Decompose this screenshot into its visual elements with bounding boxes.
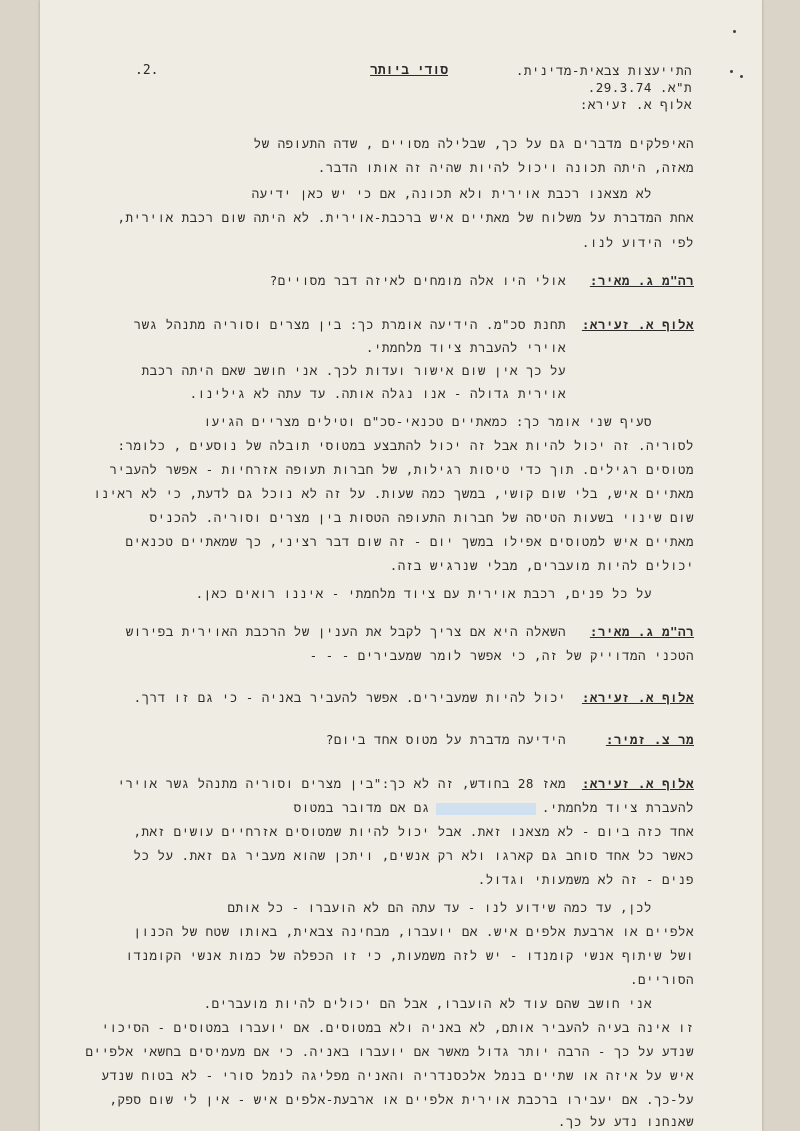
paragraph-line: האיפלקים מדברים גם על כך, שבלילה מסויים , שדה התעופה של [253, 136, 694, 151]
paragraph-line: אחת המדברת על משלוח של מאתיים איש ברכבת-אוירית. לא היתה שום רכבת אוירית, [117, 210, 694, 225]
paragraph-line: מאתיים איש, בלי שום קושי, במשך כמה שעות. על זה לא נוכל גם לדעת, כי לא ראינו [93, 486, 694, 501]
speech-line [294, 800, 694, 816]
paragraph-line: פנים - זה לא משמעותי וגדול. [477, 872, 694, 887]
paragraph-line: לסוריה. זה יכול להיות אבל זה יכול להתבצע במטוסי תובלה של נוסעים , כלומר: [117, 438, 694, 453]
speaker-label: מר צ. זמיר: [605, 732, 694, 747]
header-line: התייעצות צבאית-מדינית. [515, 63, 692, 78]
paragraph-line: מאתיים איש למטוסים אפילו במשך יום - זה שום דבר רציני, כך שמאתיים טכנאים [125, 534, 694, 549]
speech-line: מאז 28 בחודש, זה לא כך:"בין מצרים וסוריה מתנהל גשר אוירי [117, 776, 566, 791]
scan-speck [740, 75, 743, 78]
page-number: .2. [135, 63, 159, 78]
speaker-label: אלוף א. זעירא: [581, 317, 694, 332]
speech-line: הידיעה מדברת על מטוס אחד ביום? [325, 732, 566, 747]
redaction-smudge [436, 803, 536, 815]
speech-fragment: להעברת ציוד מלחמתי. [541, 800, 694, 815]
paragraph-line: יכולים להיות מועברים, מבלי שנרגיש בזה. [389, 558, 694, 573]
scan-speck [733, 30, 736, 33]
header-line: ת"א. 29.3.74. [587, 80, 692, 95]
page-gutter [0, 0, 40, 1131]
paragraph-line: מטוסים רגילים. תוך כדי טיסות רגילות, של חברות תעופה אזרחיות - אפשר להעביר [109, 462, 694, 477]
paragraph-line: שאנחנו נדע על כך. [557, 1114, 694, 1129]
speaker-label: רה"מ ג. מאיר: [589, 624, 694, 639]
paragraph-line: לכן, עד כמה שידוע לנו - עד עתה הם לא הועברו - כל אותם [227, 900, 652, 915]
paragraph-line: כאשר כל אחד סוחב גם קארגו ולא רק אנשים, ויתכן שהוא מעביר גם זאת. על כל [133, 848, 694, 863]
speech-line: יכול להיות שמעבירים. אפשר להעביר באניה - כי גם זו דרך. [133, 690, 566, 705]
classification-stamp: סודי ביותר [370, 63, 449, 78]
paragraph-line: מאזה, היתה תכונה ויכול להיות שהיה זה אותו הדבר. [317, 160, 694, 175]
paragraph-line: סעיף שני אומר כך: כמאתיים טכנאי-סכ"ם וטילים מצריים הגיעו [203, 414, 652, 429]
paragraph-line: איש על איזה או שתיים בנמל אלכסנדריה והאניה מפליגה לנמל סורי - לא בטוח שנדע [101, 1068, 694, 1083]
speech-line: אוירית גדולה - אנו נגלה אותה. עד עתה לא גילינו. [189, 386, 566, 401]
speech-line: אוירי להעברת ציוד מלחמתי. [365, 340, 566, 355]
speaker-label: רה"מ ג. מאיר: [589, 273, 694, 288]
speech-line: הטכני המדוייק של זה, כי אפשר לומר שמעבירים - - - [309, 648, 694, 663]
paragraph-line: ושל שיתוף אנשי קומנדו - יש לזה משמעות, כי זו הכפלה של כמות אנשי הקומנדו [125, 948, 694, 963]
paragraph-line: על-כך. אם יעבירו ברכבת אוירית אלפיים או ארבעת-אלפים איש - אין לי שום ספק, [109, 1092, 694, 1107]
header-line: אלוף א. זעירא: [579, 97, 692, 112]
speech-fragment: גם אם מדובר במטוס [293, 800, 430, 815]
paragraph-line: אני חושב שהם עוד לא הועברו, אבל הם יכולים להיות מועברים. [203, 996, 652, 1011]
speech-line: תחנת סכ"מ. הידיעה אומרת כך: בין מצרים וסוריה מתנהל גשר [133, 317, 566, 332]
scan-speck [730, 70, 733, 73]
paragraph-line: אחד כזה ביום - לא מצאנו זאת. אבל יכול להיות שמטוסים אזרחיים עושים זאת, [133, 824, 694, 839]
paragraph-line: על כל פנים, רכבת אוירית עם ציוד מלחמתי - איננו רואים כאן. [195, 586, 652, 601]
speaker-label: אלוף א. זעירא: [581, 776, 694, 791]
speech-line: אולי היו אלה מומחים לאיזה דבר מסויים? [269, 273, 566, 288]
paragraph-line: שנדע על כך - הרבה יותר גדול מאשר אם יועברו באניה. כי אם מעמיסים בחשאי אלפיים [85, 1044, 694, 1059]
paragraph-line: לפי הידוע לנו. [581, 235, 694, 250]
speech-line: השאלה היא אם צריך לקבל את הענין של הרכבת האוירית בפירוש [125, 624, 566, 639]
speech-line: על כך אין שום אישור ועדות לכך. אני חושב שאם היתה רכבת [141, 363, 566, 378]
paragraph-line: שום שינוי בשעות הטיסה של חברות התעופה הטסות בין מצרים וסוריה. להכניס [149, 510, 694, 525]
paragraph-line: הסוריים. [629, 972, 694, 987]
paragraph-line: אלפיים או ארבעת אלפים איש. אם יועברו, מבחינה צבאית, באותו שטח של הכנון [133, 924, 694, 939]
paragraph-line: זו אינה בעיה להעביר אותם, לא באניה ולא במטוסים. אם יועברו במטוסים - הסיכוי [101, 1020, 694, 1035]
speaker-label: אלוף א. זעירא: [581, 690, 694, 705]
document-page [40, 0, 762, 1131]
paragraph-line: לא מצאנו רכבת אוירית ולא תכונה, אם כי יש כאן ידיעה [251, 186, 652, 201]
